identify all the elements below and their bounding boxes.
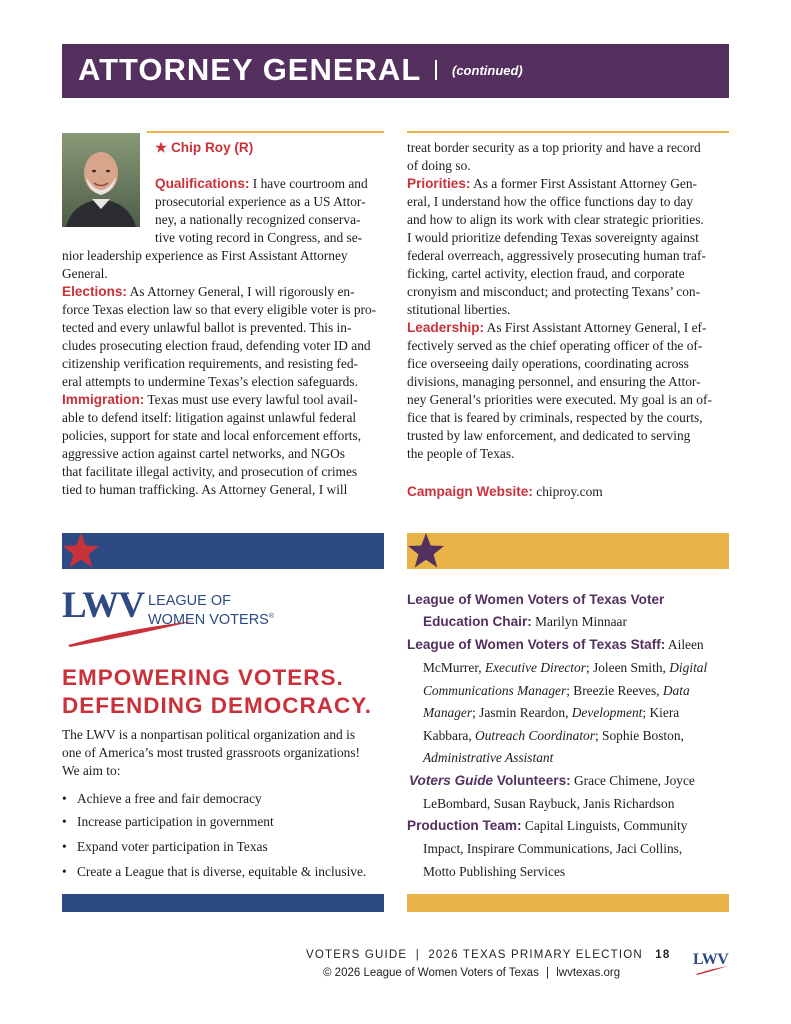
candidate-text-line bbox=[155, 175, 368, 193]
lwv-intro-line: We aim to: bbox=[62, 763, 121, 778]
gold-rule-right bbox=[407, 131, 729, 133]
credit-staff-label: League of Women Voters of Texas Staff: bbox=[407, 637, 666, 652]
credit-staff-segment: Development bbox=[571, 705, 643, 720]
purple-star-icon bbox=[407, 531, 445, 571]
credit-staff-segment: Digital bbox=[669, 660, 708, 675]
page-number: 18 bbox=[655, 949, 671, 961]
candidate-name-row bbox=[155, 140, 253, 156]
candidate-topic-label: Immigration: bbox=[62, 392, 145, 407]
candidate-text-line bbox=[62, 409, 356, 427]
candidate-text-line bbox=[62, 391, 358, 409]
candidate-text: As a former First Assistant Attorney Gen- bbox=[470, 176, 697, 191]
lwv-slogan bbox=[62, 664, 372, 720]
candidate-text: treat border security as a top priority and have a record bbox=[407, 140, 701, 155]
candidate-text: aggressive action against cartel networks, and NGOs bbox=[62, 446, 345, 461]
candidate-text-line bbox=[407, 265, 685, 283]
candidate-text-line bbox=[62, 301, 376, 319]
credit-staff-segment: ; Joleen Smith, bbox=[585, 660, 670, 675]
candidate-text: that facilitate illegal activity, and prosecution of crimes bbox=[62, 464, 358, 479]
candidate-text: fectively served as the chief operating officer of the of- bbox=[407, 338, 703, 353]
candidate-text-line bbox=[62, 265, 108, 283]
candidate-topic-label: Elections: bbox=[62, 284, 127, 299]
candidate-text-line bbox=[62, 337, 371, 355]
candidate-text-line bbox=[62, 481, 347, 499]
credit-staff-segment: ; Jasmin Reardon, bbox=[472, 705, 572, 720]
candidate-text: prosecutorial experience as a US Attor- bbox=[155, 194, 366, 209]
candidate-text-line bbox=[407, 193, 693, 211]
candidate-text: policies, support for state and local enforcement efforts, bbox=[62, 428, 362, 443]
page-title: ATTORNEY GENERAL bbox=[78, 52, 422, 87]
credit-production-first: Capital Linguists, Community bbox=[521, 818, 688, 833]
candidate-text: As Attorney General, I will rigorously en- bbox=[126, 284, 355, 299]
lwv-logo-mark: ® bbox=[268, 613, 275, 620]
candidate-text-line bbox=[407, 427, 690, 445]
candidate-text-line bbox=[407, 301, 510, 319]
blue-banner-bar bbox=[62, 533, 384, 569]
credit-edu-value: Marilyn Minnaar bbox=[531, 614, 627, 629]
candidate-text-line bbox=[407, 247, 706, 265]
credit-staff-line bbox=[423, 704, 679, 722]
candidate-text: divisions, managing personnel, and ensuring the Attor- bbox=[407, 374, 701, 389]
candidate-name: Chip Roy (R) bbox=[170, 140, 254, 155]
credit-volunteers-first: Grace Chimene, Joyce bbox=[570, 773, 695, 788]
candidate-text: of doing so. bbox=[407, 158, 471, 173]
footer-guide-line bbox=[306, 949, 670, 961]
candidate-text: I would prioritize defending Texas sovereignty against bbox=[407, 230, 699, 245]
candidate-text: ficking, cartel activity, election fraud, and corporate bbox=[407, 266, 685, 281]
footer-logo-letters: LWV bbox=[693, 951, 729, 968]
campaign-website-row bbox=[407, 483, 603, 501]
candidate-text: and how to align its work with clear strategic priorities. bbox=[407, 212, 704, 227]
lwv-bullet-item bbox=[62, 790, 262, 808]
lwv-bullet-item bbox=[62, 863, 366, 881]
candidate-text-line bbox=[407, 283, 700, 301]
credit-staff-line bbox=[423, 727, 684, 745]
candidate-text-line bbox=[155, 211, 360, 229]
candidate-text: nior leadership experience as First Assistant Attorney bbox=[62, 248, 348, 263]
candidate-text: able to defend itself: litigation against unlawful federal bbox=[62, 410, 357, 425]
campaign-website-link[interactable]: chiproy.com bbox=[536, 484, 603, 499]
credit-production-line1 bbox=[407, 817, 687, 835]
credit-staff-line1 bbox=[407, 636, 704, 654]
campaign-website-label: Campaign Website: bbox=[407, 484, 533, 499]
gold-footer-bar bbox=[407, 894, 729, 912]
lwv-intro-line: The LWV is a nonpartisan political organization and is bbox=[62, 727, 356, 742]
lwv-logo-line2: WOMEN VOTERS bbox=[148, 611, 269, 628]
candidate-text: eral, I understand how the office functions day to day bbox=[407, 194, 694, 209]
footer-swoosh-icon bbox=[695, 965, 729, 975]
credit-staff-first: Aileen bbox=[665, 637, 704, 652]
footer-election: 2026 TEXAS PRIMARY ELECTION bbox=[428, 949, 643, 961]
credit-staff-segment: ; Breezie Reeves, bbox=[566, 682, 663, 698]
lwv-slogan-line1: EMPOWERING VOTERS. bbox=[62, 665, 344, 690]
bullet-dot-icon: • bbox=[62, 791, 67, 806]
candidate-text-line bbox=[407, 445, 514, 463]
portrait-image bbox=[62, 133, 140, 227]
footer-guide: VOTERS GUIDE bbox=[306, 949, 408, 961]
candidate-text-line bbox=[62, 355, 358, 373]
credit-volunteers-line1 bbox=[409, 772, 695, 790]
gold-banner-bar bbox=[407, 533, 729, 569]
credit-staff-line bbox=[423, 749, 553, 767]
candidate-text-line bbox=[407, 337, 702, 355]
candidate-text-line bbox=[407, 409, 703, 427]
lwv-slogan-line2: DEFENDING DEMOCRACY. bbox=[62, 693, 373, 718]
bullet-dot-icon: • bbox=[62, 864, 67, 879]
footer-site[interactable]: lwvtexas.org bbox=[556, 967, 621, 979]
lwv-bullet-item bbox=[62, 838, 268, 856]
credit-production-line2: Impact, Inspirare Communications, Jaci Collins, bbox=[423, 841, 683, 856]
candidate-text: cronyism and misconduct; and protecting Texans’ con- bbox=[407, 284, 701, 299]
credit-volunteers-line2: LeBombard, Susan Raybuck, Janis Richardson bbox=[423, 796, 675, 811]
lwv-logo-letters: LWV bbox=[62, 585, 145, 626]
lwv-intro-line: one of America’s most trusted grassroots organizations! bbox=[62, 745, 361, 760]
credit-edu-line1 bbox=[407, 591, 664, 609]
candidate-star-icon: ★ bbox=[155, 140, 168, 155]
credit-staff-segment: Administrative Assistant bbox=[423, 750, 554, 765]
credit-volunteers-label-italic: Voters Guide bbox=[409, 773, 494, 788]
candidate-text: As First Assistant Attorney General, I ef- bbox=[484, 320, 707, 335]
candidate-text: fice overseeing daily operations, coordinating across bbox=[407, 356, 689, 371]
credit-staff-segment: Outreach Coordinator bbox=[475, 727, 595, 743]
credit-staff-segment: Communications Manager bbox=[423, 682, 567, 698]
candidate-photo bbox=[62, 133, 140, 227]
candidate-text: federal overreach, aggressively prosecuting human traf- bbox=[407, 248, 706, 263]
lwv-logo bbox=[62, 585, 302, 647]
lwv-bullet-text: Increase participation in government bbox=[77, 814, 274, 829]
candidate-text: tected and every unlawful ballot is prevented. This in- bbox=[62, 320, 352, 335]
candidate-text-line bbox=[407, 157, 471, 175]
credit-staff-segment: ; Sophie Boston, bbox=[594, 727, 684, 743]
candidate-text-line bbox=[155, 229, 362, 247]
credit-staff-segment: ; Kiera bbox=[642, 705, 680, 720]
lwv-bullet-text: Expand voter participation in Texas bbox=[77, 839, 268, 854]
credit-staff-segment: Executive Director bbox=[484, 660, 586, 675]
credit-production-line3: Motto Publishing Services bbox=[423, 864, 566, 879]
candidate-text-line bbox=[407, 319, 706, 337]
candidate-topic-label: Qualifications: bbox=[155, 176, 250, 191]
credit-edu-label2: Education Chair: bbox=[423, 614, 532, 629]
page-subtitle: (continued) bbox=[452, 63, 523, 78]
header-divider bbox=[435, 60, 437, 80]
footer-lwv-logo bbox=[693, 951, 731, 977]
candidate-text-line bbox=[62, 373, 358, 391]
candidate-text-line bbox=[407, 175, 697, 193]
lwv-bullet-text: Achieve a free and fair democracy bbox=[77, 791, 262, 806]
candidate-text: General. bbox=[62, 266, 108, 281]
credit-production-label: Production Team: bbox=[407, 818, 522, 833]
credit-staff-segment: McMurrer, bbox=[423, 660, 485, 675]
lwv-bullet-item bbox=[62, 813, 274, 831]
candidate-text-line bbox=[62, 445, 345, 463]
candidate-text: ney, a nationally recognized conserva- bbox=[155, 212, 361, 227]
footer-copyright-line bbox=[323, 967, 620, 979]
candidate-text-line bbox=[62, 319, 351, 337]
credit-staff-line bbox=[423, 659, 707, 677]
credit-edu-line2 bbox=[423, 613, 627, 631]
candidate-text: cludes prosecuting election fraud, defending voter ID and bbox=[62, 338, 371, 353]
footer-sep2: | bbox=[546, 967, 550, 979]
candidate-text-line bbox=[407, 139, 701, 157]
candidate-text: trusted by law enforcement, and dedicated to serving bbox=[407, 428, 691, 443]
candidate-text-line bbox=[155, 193, 366, 211]
candidate-text: tive voting record in Congress, and se- bbox=[155, 230, 363, 245]
candidate-text-line bbox=[62, 247, 348, 265]
credit-edu-label1: League of Women Voters of Texas Voter bbox=[407, 592, 665, 607]
footer-sep1: | bbox=[415, 949, 420, 961]
candidate-text: force Texas election law so that every eligible voter is pro- bbox=[62, 302, 377, 317]
credit-volunteers-label: Volunteers: bbox=[493, 773, 571, 788]
lwv-logo-line1: LEAGUE OF bbox=[148, 593, 231, 609]
lwv-logo-text bbox=[148, 593, 274, 628]
candidate-text-line bbox=[62, 463, 357, 481]
gold-rule-left bbox=[147, 131, 384, 133]
blue-footer-bar bbox=[62, 894, 384, 912]
candidate-text: Texas must use every lawful tool avail- bbox=[144, 392, 358, 407]
red-star-icon bbox=[62, 531, 100, 571]
candidate-text: fice that is feared by criminals, respected by the courts, bbox=[407, 410, 703, 425]
candidate-text: tied to human trafficking. As Attorney General, I will bbox=[62, 482, 348, 497]
credit-staff-line bbox=[423, 682, 690, 700]
bullet-dot-icon: • bbox=[62, 839, 67, 854]
candidate-text-line bbox=[407, 211, 704, 229]
footer-copyright: © 2026 League of Women Voters of Texas bbox=[323, 967, 539, 979]
candidate-text-line bbox=[62, 427, 361, 445]
candidate-text-line bbox=[407, 373, 701, 391]
candidate-text: I have courtroom and bbox=[249, 176, 368, 191]
candidate-text-line bbox=[407, 355, 689, 373]
bullet-dot-icon: • bbox=[62, 814, 67, 829]
candidate-topic-label: Leadership: bbox=[407, 320, 485, 335]
credit-staff-segment: Data bbox=[662, 682, 690, 698]
candidate-topic-label: Priorities: bbox=[407, 176, 471, 191]
lwv-bullet-text: Create a League that is diverse, equitable & inclusive. bbox=[77, 864, 367, 879]
candidate-text-line bbox=[62, 283, 355, 301]
candidate-text-line bbox=[407, 229, 699, 247]
candidate-text: citizenship verification requirements, and resisting fed- bbox=[62, 356, 358, 371]
credit-staff-segment: Kabbara, bbox=[423, 727, 476, 743]
candidate-text: ney General’s priorities were executed. My goal is an of- bbox=[407, 392, 712, 407]
credit-staff-segment: Manager bbox=[423, 705, 473, 720]
candidate-text: stitutional liberties. bbox=[407, 302, 511, 317]
candidate-text: the people of Texas. bbox=[407, 446, 515, 461]
candidate-text-line bbox=[407, 391, 712, 409]
candidate-text: eral attempts to undermine Texas’s election safeguards. bbox=[62, 374, 358, 389]
